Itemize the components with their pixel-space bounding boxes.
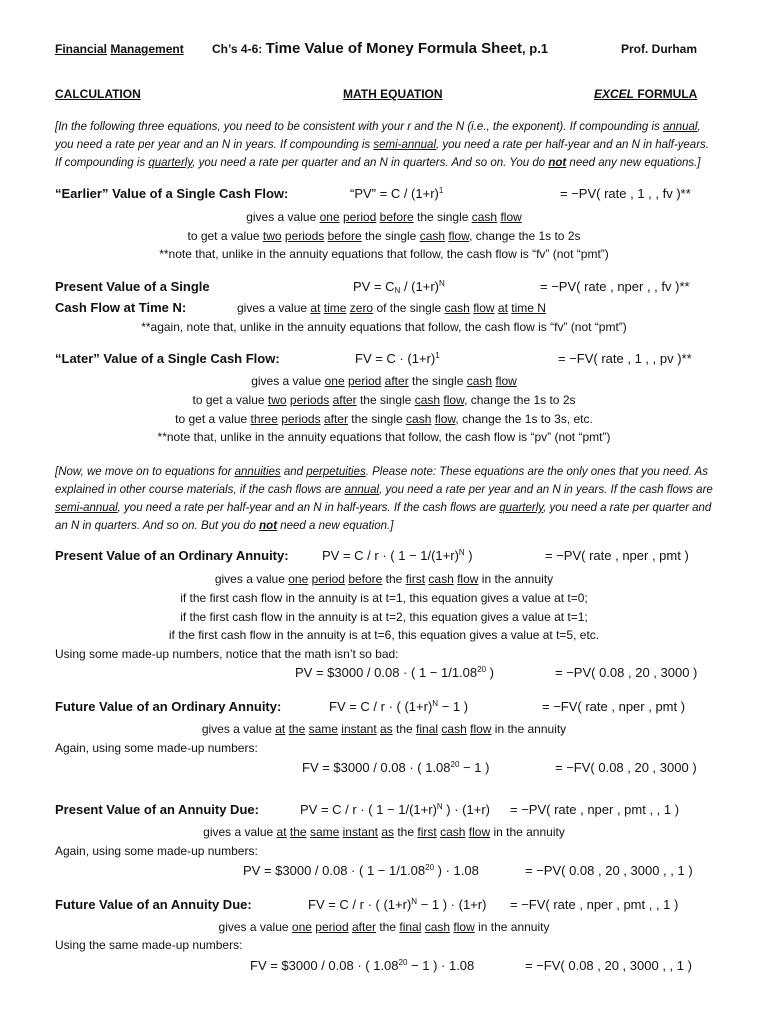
pvoa-math: PV = C / r · ( $1 - 1/(1+r)^N$ ) [322, 548, 473, 563]
earlier-line-2: to get a value two periods before the single cash flow, change the 1s to 2s [187, 229, 581, 243]
later-value-label: “Later” Value of a Single Cash Flow: [55, 351, 280, 366]
pvad-line-2: Again, using some made-up numbers: [55, 844, 258, 858]
pvad-line-1: gives a value at the same instant as the first cash flow in the annuity [203, 825, 565, 839]
fvoa-line-1: gives a value at the same instant as the final cash flow in the annuity [201, 722, 567, 736]
later-value-math: FV = $C \cdot (1+r)^1$ [355, 351, 440, 366]
intro-paragraph: [In the following three equations, you need to be consistent with your r and the N (i.e., the exponent). If compounding is annual, you need a rate per year and an N in years. If compounding is semi-annual, you need a rate per half-year and an N in half-years. If compounding is quarterly, you need a rate per quarter and an N in quarters. And so on. You do not need any new equations.] [55, 121, 709, 169]
earlier-value-excel: = −PV( rate , 1 , , fv )** [560, 186, 691, 201]
course-name: Financial Management [55, 42, 184, 56]
pvad-math: PV = C / r · ( $1 - 1/(1+r)^N$ ) · (1+r) [300, 802, 490, 817]
pvn-label-2: Cash Flow at Time N: [55, 300, 187, 315]
col-excel-formula: EXCEL FORMULA [594, 87, 698, 101]
pvn-math: PV = $C_N / (1+r)^N$ [353, 279, 445, 295]
fvoa-math: FV = C / r · ( $(1+r)^N - 1$ ) [329, 699, 469, 714]
pvn-line-1: gives a value at time zero of the single cash flow at time N [237, 301, 546, 315]
later-value-excel: = −FV( rate , 1 , , pv )** [558, 351, 692, 366]
pvoa-line-5: Using some made-up numbers, notice that the math isn’t so bad: [55, 647, 399, 661]
later-line-2: to get a value two periods after the single cash flow, change the 1s to 2s [192, 393, 576, 407]
pvoa-excel: = −PV( rate , nper , pmt ) [545, 548, 689, 563]
fvoa-row [55, 699, 715, 717]
later-line-1: gives a value one period after the single cash flow [251, 374, 517, 388]
pvad-excel: = −PV( rate , nper , pmt , , 1 ) [510, 802, 680, 817]
doc-title: Ch’s 4-6: Time Value of Money Formula Sheet, p.1 [212, 40, 549, 57]
earlier-value-row [55, 186, 715, 204]
annuity-intro-paragraph: [Now, we move on to equations for annuities and perpetuities. Please note: These equations are the only ones that you need. As explained in other course materials, if the cash flows are annual, you need a rate per year and an N in years. If the cash flows are semi-annual, you need a rate per half-year and an N in half-years. If the cash flows are quarterly, you need a rate per quarter and an N in quarters. And so on. But you do not need a new equation.] [55, 466, 713, 532]
pvoa-example-math: PV = $3000 / 0.08 · ( $1 - 1/1.08^{20}$ ) [295, 665, 494, 680]
earlier-value-label: “Earlier” Value of a Single Cash Flow: [55, 186, 289, 201]
col-calculation: CALCULATION [55, 87, 141, 101]
fvad-example-math: FV = $3000 / 0.08 · ( $1.08^{20} - 1$ ) · 1.08 [250, 958, 475, 973]
pvoa-example-excel: = −PV( 0.08 , 20 , 3000 ) [555, 665, 698, 680]
fvoa-example-row [55, 760, 715, 778]
author: Prof. Durham [621, 42, 698, 56]
pvoa-label: Present Value of an Ordinary Annuity: [55, 548, 289, 563]
pvoa-line-2: if the first cash flow in the annuity is at t=1, this equation gives a value at t=0; [180, 591, 588, 605]
pvn-note: **again, note that, unlike in the annuity equations that follow, the cash flow is “fv” (not “pmt”) [141, 320, 627, 334]
fvad-math: FV = C / r · ( $(1+r)^N - 1$ ) · (1+r) [308, 897, 487, 912]
pvn-row [55, 279, 715, 297]
fvoa-excel: = −FV( rate , nper , pmt ) [542, 699, 686, 714]
pvoa-example-row [55, 665, 715, 683]
fvoa-line-2: Again, using some made-up numbers: [55, 741, 258, 755]
pvoa-row [55, 548, 715, 566]
fvoa-example-excel: = −FV( 0.08 , 20 , 3000 ) [555, 760, 697, 775]
pvad-label: Present Value of an Annuity Due: [55, 802, 259, 817]
later-note: **note that, unlike in the annuity equations that follow, the cash flow is “pv” (not “pmt”) [157, 430, 611, 444]
col-math-equation: MATH EQUATION [343, 87, 443, 101]
fvad-label: Future Value of an Annuity Due: [55, 897, 252, 912]
pvad-example-row [55, 863, 715, 881]
fvad-line-2: Using the same made-up numbers: [55, 938, 243, 952]
earlier-note: **note that, unlike in the annuity equations that follow, the cash flow is “fv” (not “pmt”) [159, 247, 609, 261]
pvn-label: Present Value of a Single [55, 279, 210, 294]
pvad-example-excel: = −PV( 0.08 , 20 , 3000 , , 1 ) [525, 863, 693, 878]
earlier-line-1: gives a value one period before the single cash flow [246, 210, 522, 224]
fvad-example-row [55, 958, 715, 976]
fvad-example-excel: = −FV( 0.08 , 20 , 3000 , , 1 ) [525, 958, 692, 973]
fvoa-example-math: FV = $3000 / 0.08 · ( $1.08^{20} - 1$ ) [302, 760, 490, 775]
pvn-excel: = −PV( rate , nper , , fv )** [540, 279, 690, 294]
pvoa-line-1: gives a value one period before the first cash flow in the annuity [214, 572, 554, 586]
pvad-example-math: PV = $3000 / 0.08 · ( $1 - 1/1.08^{20}$ ) · 1.08 [243, 863, 479, 878]
pvoa-line-3: if the first cash flow in the annuity is at t=2, this equation gives a value at t=1; [180, 610, 588, 624]
fvad-row [55, 897, 715, 915]
fvad-excel: = −FV( rate , nper , pmt , , 1 ) [510, 897, 679, 912]
earlier-value-math: “PV” = $C / (1+r)^1$ [350, 186, 444, 201]
pvoa-line-4: if the first cash flow in the annuity is at t=6, this equation gives a value at t=5, etc. [168, 628, 600, 642]
pvad-row [55, 802, 715, 820]
later-line-3: to get a value three periods after the single cash flow, change the 1s to 3s, etc. [175, 412, 593, 426]
fvad-line-1: gives a value one period after the final cash flow in the annuity [218, 920, 550, 934]
fvoa-label: Future Value of an Ordinary Annuity: [55, 699, 282, 714]
later-value-row [55, 351, 715, 369]
